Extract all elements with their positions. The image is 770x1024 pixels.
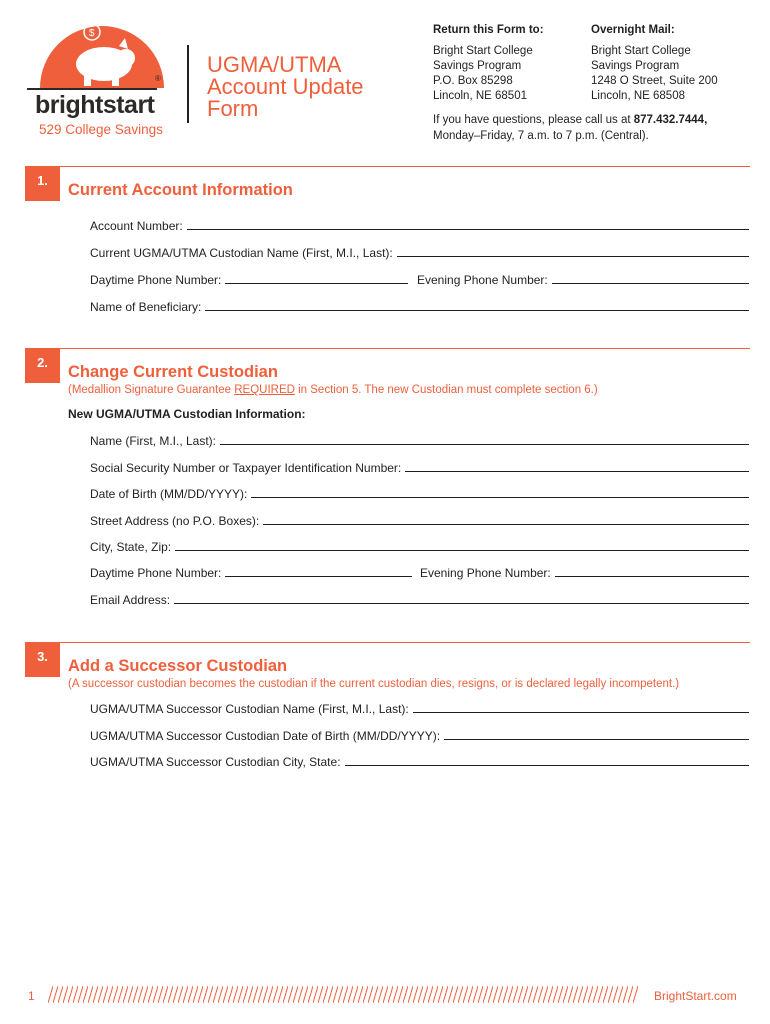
s2-evening-phone-label: Evening Phone Number: [420, 566, 551, 580]
successor-name-line[interactable] [413, 711, 749, 713]
section-1-number: 1. [25, 166, 60, 201]
successor-city-state-field[interactable] [90, 755, 749, 769]
city-state-zip-line[interactable] [175, 549, 749, 551]
street-field[interactable] [90, 514, 749, 528]
new-name-label: Name (First, M.I., Last): [90, 434, 217, 448]
new-custodian-subheading: New UGMA/UTMA Custodian Information: [68, 407, 306, 421]
s2-evening-phone-field[interactable] [420, 566, 749, 580]
beneficiary-label: Name of Beneficiary: [90, 300, 202, 314]
questions-hours: Monday–Friday, 7 a.m. to 7 p.m. (Central). [433, 130, 649, 142]
successor-city-state-line[interactable] [345, 764, 749, 766]
phone-number: 877.432.7444, [633, 114, 708, 126]
successor-dob-line[interactable] [444, 738, 749, 740]
website-link[interactable]: BrightStart.com [654, 989, 737, 1003]
custodian-name-field[interactable] [90, 246, 749, 260]
section-3-note: (A successor custodian becomes the custodian if the current custodian dies, resigns, or is declared legally incompetent.) [68, 678, 680, 690]
successor-dob-label: UGMA/UTMA Successor Custodian Date of Birth (MM/DD/YYYY): [90, 729, 441, 743]
brightstart-logo [22, 16, 182, 141]
account-number-label: Account Number: [90, 219, 183, 233]
email-label: Email Address: [90, 593, 171, 607]
email-line[interactable] [174, 602, 749, 604]
overnight-heading: Overnight Mail: [591, 24, 675, 36]
dob-line[interactable] [251, 496, 749, 498]
s1-daytime-phone-line[interactable] [225, 282, 408, 284]
dob-field[interactable] [90, 487, 749, 501]
section-3-rule [25, 642, 750, 643]
section-3-number: 3. [25, 642, 60, 677]
ssn-field[interactable] [90, 461, 749, 475]
new-name-line[interactable] [220, 443, 749, 445]
section-2-title: Change Current Custodian [68, 363, 278, 381]
ssn-line[interactable] [405, 470, 749, 472]
title-divider [187, 45, 189, 123]
brand-tagline: 529 College Savings [39, 122, 163, 137]
custodian-name-label: Current UGMA/UTMA Custodian Name (First, M.I., Last): [90, 246, 393, 260]
s1-daytime-phone-label: Daytime Phone Number: [90, 273, 222, 287]
return-line-1: Bright Start College [433, 45, 533, 57]
email-field[interactable] [90, 593, 749, 607]
return-line-3: P.O. Box 85298 [433, 75, 513, 87]
beneficiary-field[interactable] [90, 300, 749, 314]
s1-evening-phone-line[interactable] [552, 282, 749, 284]
form-title [207, 54, 407, 120]
overnight-line-1: Bright Start College [591, 45, 691, 57]
questions-prefix: If you have questions, please call us at [433, 114, 634, 126]
questions-note [433, 112, 753, 144]
section-2-note-pre: (Medallion Signature Guarantee [68, 384, 235, 396]
s2-daytime-phone-line[interactable] [225, 575, 412, 577]
account-number-field[interactable] [90, 219, 749, 233]
piggy-bank-sun-icon [22, 16, 182, 96]
page-number: 1 [28, 989, 35, 1003]
form-title-line-1: UGMA/UTMA [207, 52, 342, 77]
brand-wordmark: brightstart [35, 91, 155, 119]
registered-mark: ® [155, 74, 161, 83]
overnight-line-4: Lincoln, NE 68508 [591, 90, 685, 102]
section-3-title: Add a Successor Custodian [68, 657, 288, 675]
return-line-4: Lincoln, NE 68501 [433, 90, 527, 102]
s1-daytime-phone-field[interactable] [90, 273, 408, 287]
section-1-title: Current Account Information [68, 181, 293, 199]
city-state-zip-field[interactable] [90, 540, 749, 554]
section-2-note [68, 384, 598, 396]
svg-text:$: $ [89, 28, 95, 39]
footer-hatch-pattern [48, 986, 638, 1003]
return-line-2: Savings Program [433, 60, 522, 72]
s1-evening-phone-field[interactable] [417, 273, 749, 287]
section-2-rule [25, 348, 750, 349]
section-2-number: 2. [25, 348, 60, 383]
beneficiary-line[interactable] [205, 309, 749, 311]
s1-evening-phone-label: Evening Phone Number: [417, 273, 548, 287]
city-state-zip-label: City, State, Zip: [90, 540, 172, 554]
required-text: REQUIRED [234, 384, 295, 396]
section-2-note-post: in Section 5. The new Custodian must complete section 6.) [294, 384, 598, 396]
account-number-line[interactable] [187, 228, 749, 230]
successor-dob-field[interactable] [90, 729, 749, 743]
custodian-name-line[interactable] [397, 255, 749, 257]
s2-daytime-phone-field[interactable] [90, 566, 412, 580]
street-label: Street Address (no P.O. Boxes): [90, 514, 260, 528]
successor-city-state-label: UGMA/UTMA Successor Custodian City, State: [90, 755, 341, 769]
new-name-field[interactable] [90, 434, 749, 448]
s2-evening-phone-line[interactable] [555, 575, 749, 577]
return-heading: Return this Form to: [433, 24, 544, 36]
street-line[interactable] [263, 523, 749, 525]
ssn-label: Social Security Number or Taxpayer Identification Number: [90, 461, 402, 475]
form-title-line-3: Form [207, 96, 259, 121]
form-title-line-2: Account Update [207, 74, 364, 99]
section-1-rule [25, 166, 750, 167]
dob-label: Date of Birth (MM/DD/YYYY): [90, 487, 248, 501]
successor-name-label: UGMA/UTMA Successor Custodian Name (First, M.I., Last): [90, 702, 409, 716]
overnight-line-3: 1248 O Street, Suite 200 [591, 75, 718, 87]
s2-daytime-phone-label: Daytime Phone Number: [90, 566, 222, 580]
overnight-line-2: Savings Program [591, 60, 680, 72]
successor-name-field[interactable] [90, 702, 749, 716]
